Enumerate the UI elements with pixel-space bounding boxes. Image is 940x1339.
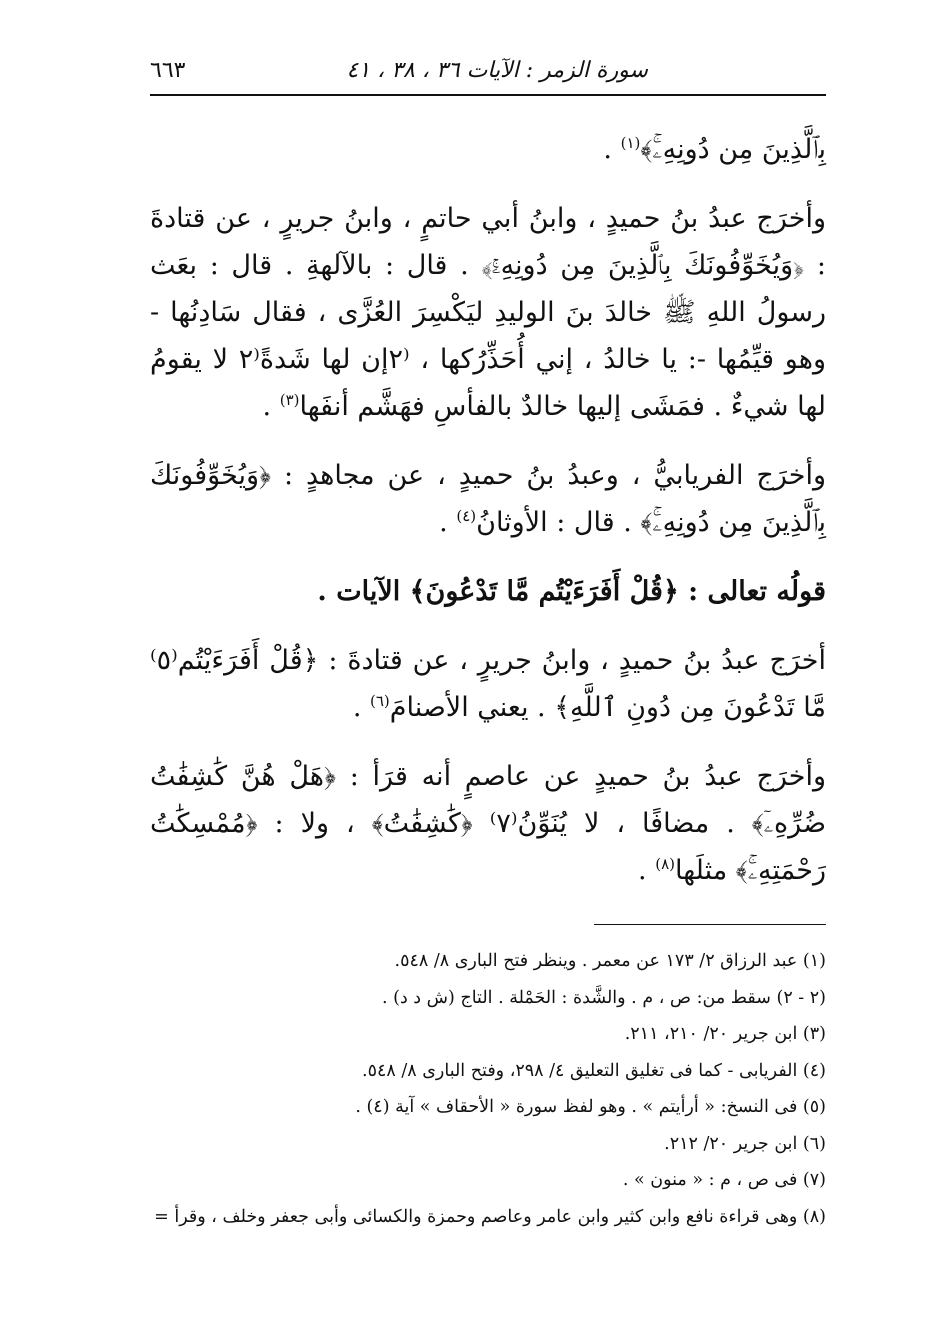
footnote-1: (١) عبد الرزاق ٢/ ١٧٣ عن معمر . وينظر فتح البارى ٨/ ٥٤٨. [394, 951, 826, 971]
page-header [150, 48, 826, 96]
footnote-ref-4: (٤) [456, 507, 477, 525]
footnote-2: (٢ - ٢) سقط من: ص ، م . والشَّدة : الحَمْلة . التاج (ش د د) . [382, 987, 826, 1008]
paragraph-4 [150, 637, 826, 731]
footnote-6: (٦) ابن جرير ٢٠/ ٢١٢. [664, 1133, 826, 1154]
paragraph-4-text: أخرَج عبدُ بنُ حميدٍ ، وابنُ جريرٍ ، عن قتادةَ : ﴿قُلْ أَفَرَءَيْتُم⁽٥⁾ مَّا تَدْعُونَ مِن دُونِ ٱللَّهِ﴾ . يعني الأصنامَ [150, 645, 826, 723]
footnote-7: (٧) فى ص ، م : « منون » . [622, 1170, 826, 1190]
paragraph-1-text: بِٱلَّذِينَ مِن دُونِهِۦۚ﴾ [640, 134, 826, 165]
footnote-ref-6: (٦) [370, 692, 390, 710]
paragraph-3-end: . [439, 507, 448, 538]
running-title: سورة الزمر : الآيات ٣٦ ، ٣٨ ، ٤١ [346, 58, 648, 83]
paragraph-3 [150, 452, 826, 546]
footnote-separator [594, 924, 826, 925]
footnotes [150, 943, 826, 1235]
paragraph-2 [150, 195, 826, 430]
paragraph-5 [150, 753, 826, 894]
paragraph-5-text: وأخرَج عبدُ بنُ حميدٍ عن عاصمٍ أنه قرَأ : ﴿هَلْ هُنَّ كَٰشِفَٰتُ ضُرِّهِۦٓ﴾ . مضافًا ، لا يُنَوِّنُ⁽٧⁾ ﴿كَٰشِفَٰتُ﴾ ، ولا : ﴿مُمْسِكَٰتُ رَحْمَتِهِۦۚ﴾ مثلَها [150, 761, 826, 886]
main-text [150, 126, 826, 894]
footnote-4: (٤) الفريابى - كما فى تغليق التعليق ٤/ ٢٩٨، وفتح البارى ٨/ ٥٤٨. [362, 1060, 826, 1081]
paragraph-2-end: . [262, 391, 272, 422]
section-heading [150, 568, 826, 615]
paragraph-5-end: . [638, 855, 647, 886]
page-number: ٦٦٣ [150, 58, 186, 83]
paragraph-3-text: وأخرَج الفريابيُّ ، وعبدُ بنُ حميدٍ ، عن مجاهدٍ : ﴿وَيُخَوِّفُونَكَ بِٱلَّذِينَ مِن دُونِهِۦۚ﴾ . قال : الأوثانُ [150, 460, 826, 538]
paragraph-2-text: وأخرَج عبدُ بنُ حميدٍ ، وابنُ أبي حاتمٍ ، وابنُ جريرٍ ، عن قتادةَ : ﴿وَيُخَوِّفُونَكَ بِٱلَّذِينَ مِن دُونِهِۦۚ﴾ . قال : بالآلهةِ . قال : بعَث رسولُ اللهِ ﷺ خالدَ بنَ الوليدِ ليَكْسِرَ العُزَّى ، فقال سَادِنُها - وهو قيِّمُها -: يا خالدُ ، إني أُحَذِّرُكها ، ⁽٢إن لها شَدةً⁽٢ لا يقومُ لها شيءٌ . فمَشَى إليها خالدٌ بالفأسِ فهَشَّم أنفَها [150, 203, 827, 422]
book-page [150, 48, 826, 1248]
footnote-8: (٨) وهى قراءة نافع وابن كثير وابن عامر وعاصم وحمزة والكسائى وأبى جعفر وخلف ، وقرأ = [154, 1206, 826, 1227]
paragraph-4-end: . [352, 692, 362, 723]
footnote-3: (٣) ابن جرير ٢٠/ ٢١٠، ٢١١. [624, 1024, 826, 1044]
footnote-ref-8: (٨) [655, 855, 675, 873]
section-heading-text: قولُه تعالى : ﴿قُلْ أَفَرَءَيْتُم مَّا تَدْعُونَ﴾ الآيات . [317, 576, 826, 607]
footnote-ref-1: (١) [620, 134, 641, 152]
footnote-ref-3: (٣) [279, 391, 300, 409]
paragraph-1 [150, 126, 826, 173]
paragraph-1-end: . [603, 134, 612, 165]
footnote-5: (٥) فى النسخ: « أرأيتم » . وهو لفظ سورة « الأحقاف » آية (٤) . [355, 1097, 826, 1117]
